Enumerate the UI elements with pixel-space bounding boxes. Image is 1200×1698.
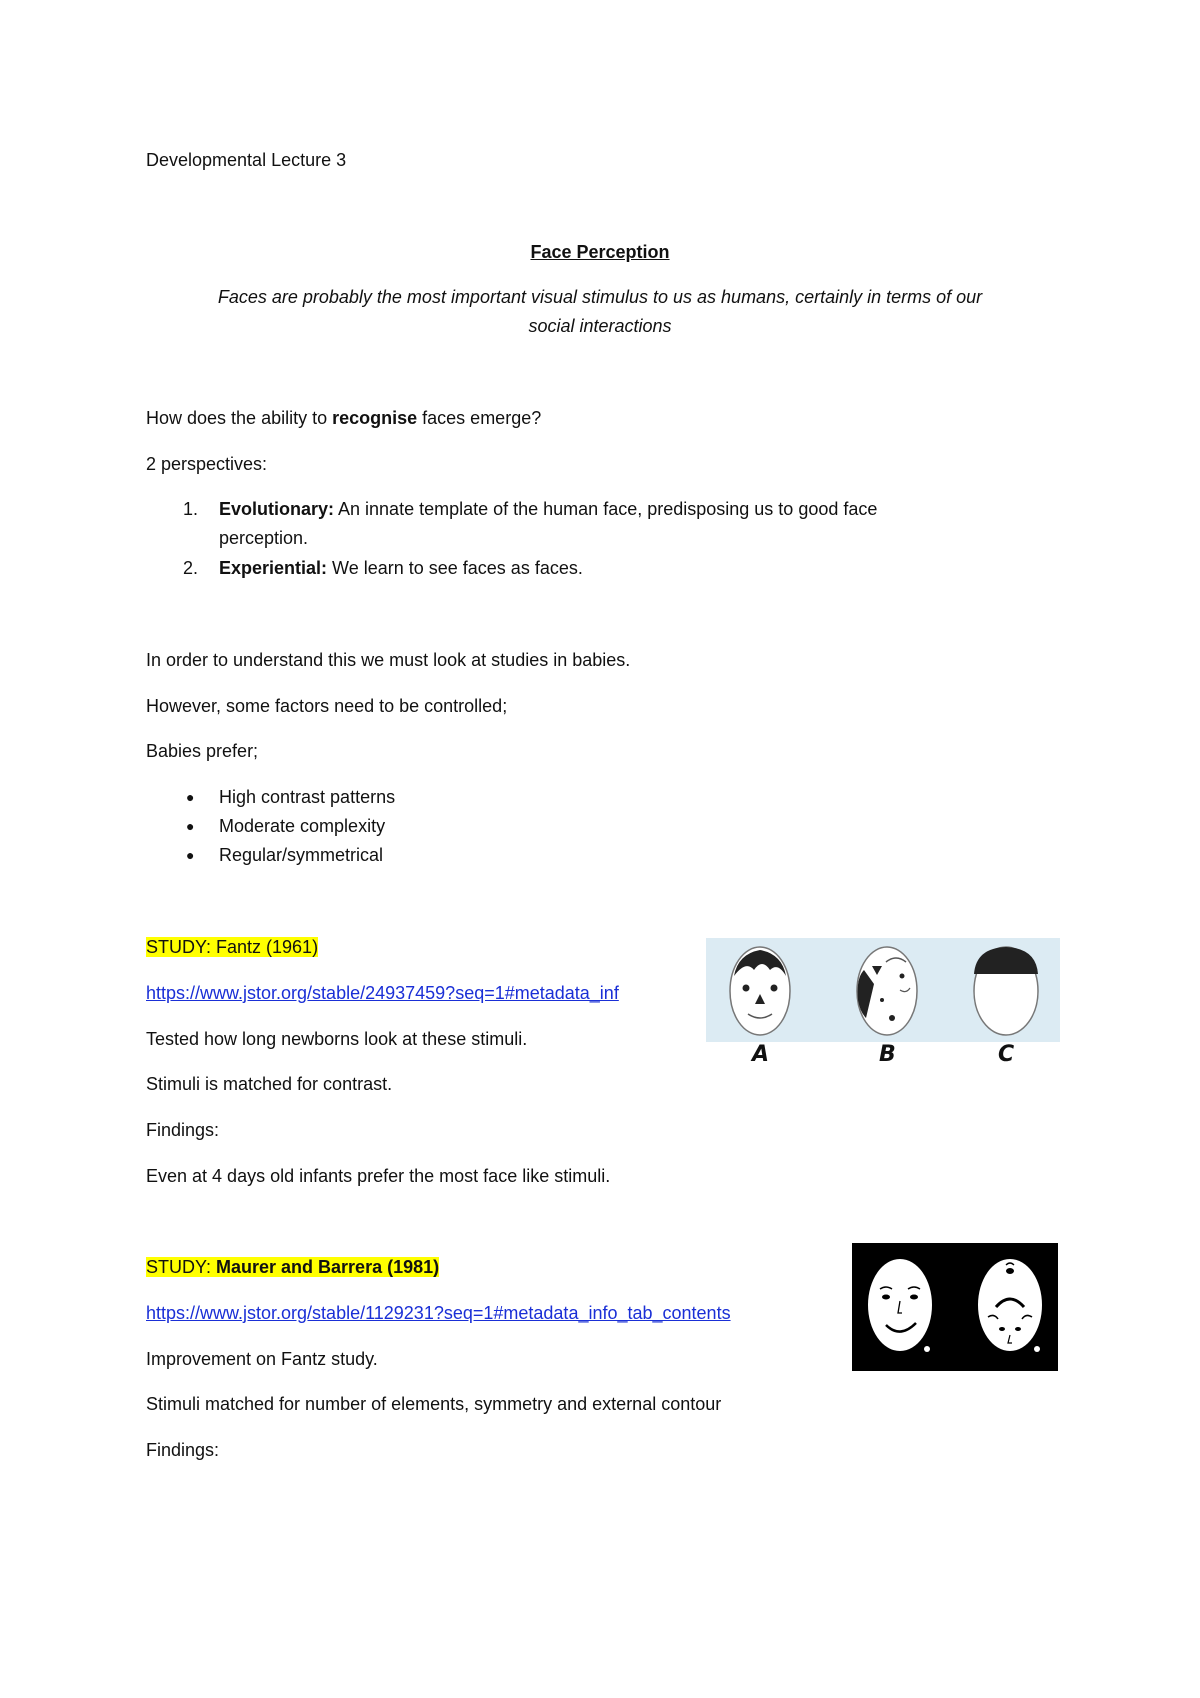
page-title: Face Perception bbox=[530, 242, 670, 262]
maurer-barrera-stimuli-figure bbox=[852, 1243, 1058, 1371]
study-1-highlight: STUDY: Fantz (1961) bbox=[146, 937, 319, 957]
paragraph: In order to understand this we must look at studies in babies. bbox=[146, 650, 631, 670]
list-text: An innate template of the human face, predisposing us to good face bbox=[334, 499, 878, 519]
question-pre: How does the ability to bbox=[146, 408, 333, 428]
study-2-findings-label: Findings: bbox=[146, 1440, 220, 1460]
list-text: We learn to see faces as faces. bbox=[327, 558, 583, 578]
subtitle-line-2: social interactions bbox=[528, 316, 672, 336]
perspectives-heading: 2 perspectives: bbox=[146, 454, 268, 474]
list-number: 2. bbox=[183, 558, 199, 578]
question-text bbox=[146, 407, 541, 429]
question-bold: recognise bbox=[332, 408, 418, 428]
question-post: faces emerge? bbox=[417, 408, 542, 428]
maurer-faces-illustration bbox=[852, 1243, 1058, 1371]
list-number: 1. bbox=[183, 499, 199, 519]
list-item-evolutionary bbox=[219, 498, 877, 520]
study-2-label bbox=[146, 1256, 439, 1278]
bullet-dot: ● bbox=[186, 847, 195, 863]
list-term: Evolutionary: bbox=[219, 499, 335, 519]
face-b-icon bbox=[857, 947, 917, 1035]
study-2-label-bold: Maurer and Barrera (1981) bbox=[216, 1257, 440, 1277]
bullet-item: Regular/symmetrical bbox=[219, 845, 384, 865]
document-header: Developmental Lecture 3 bbox=[146, 150, 347, 170]
list-item-continuation: perception. bbox=[219, 528, 309, 548]
list-term: Experiential: bbox=[219, 558, 328, 578]
paragraph: However, some factors need to be controlled; bbox=[146, 696, 508, 716]
subtitle-line-1: Faces are probably the most important visual stimulus to us as humans, certainly in terms of our bbox=[217, 287, 983, 307]
study-1-line-2: Stimuli is matched for contrast. bbox=[146, 1074, 393, 1094]
face-a-icon bbox=[730, 947, 790, 1035]
bullet-item: High contrast patterns bbox=[219, 787, 396, 807]
study-2-label-pre: STUDY: bbox=[146, 1257, 217, 1277]
face-c-icon bbox=[974, 947, 1038, 1035]
bullet-item: Moderate complexity bbox=[219, 816, 386, 836]
fantz-stimuli-figure bbox=[706, 938, 1060, 1070]
study-2-highlight bbox=[146, 1257, 439, 1277]
paragraph: Babies prefer; bbox=[146, 741, 259, 761]
study-2-line-1: Improvement on Fantz study. bbox=[146, 1349, 378, 1369]
figure-label-a: A bbox=[752, 1042, 770, 1067]
study-2-line-2: Stimuli matched for number of elements, symmetry and external contour bbox=[146, 1394, 722, 1414]
bullet-dot: ● bbox=[186, 789, 195, 805]
study-2-link[interactable]: https://www.jstor.org/stable/1129231?seq=1#metadata_info_tab_contents bbox=[146, 1303, 731, 1323]
figure-label-c: C bbox=[998, 1042, 1015, 1067]
bullet-dot: ● bbox=[186, 818, 195, 834]
study-1-label bbox=[146, 936, 318, 958]
study-1-finding: Even at 4 days old infants prefer the most face like stimuli. bbox=[146, 1166, 611, 1186]
study-1-link[interactable]: https://www.jstor.org/stable/24937459?seq=1#metadata_inf bbox=[146, 983, 619, 1003]
study-1-findings-label: Findings: bbox=[146, 1120, 220, 1140]
study-1-line-1: Tested how long newborns look at these stimuli. bbox=[146, 1029, 528, 1049]
list-item-experiential bbox=[219, 557, 583, 579]
figure-label-b: B bbox=[879, 1042, 896, 1067]
